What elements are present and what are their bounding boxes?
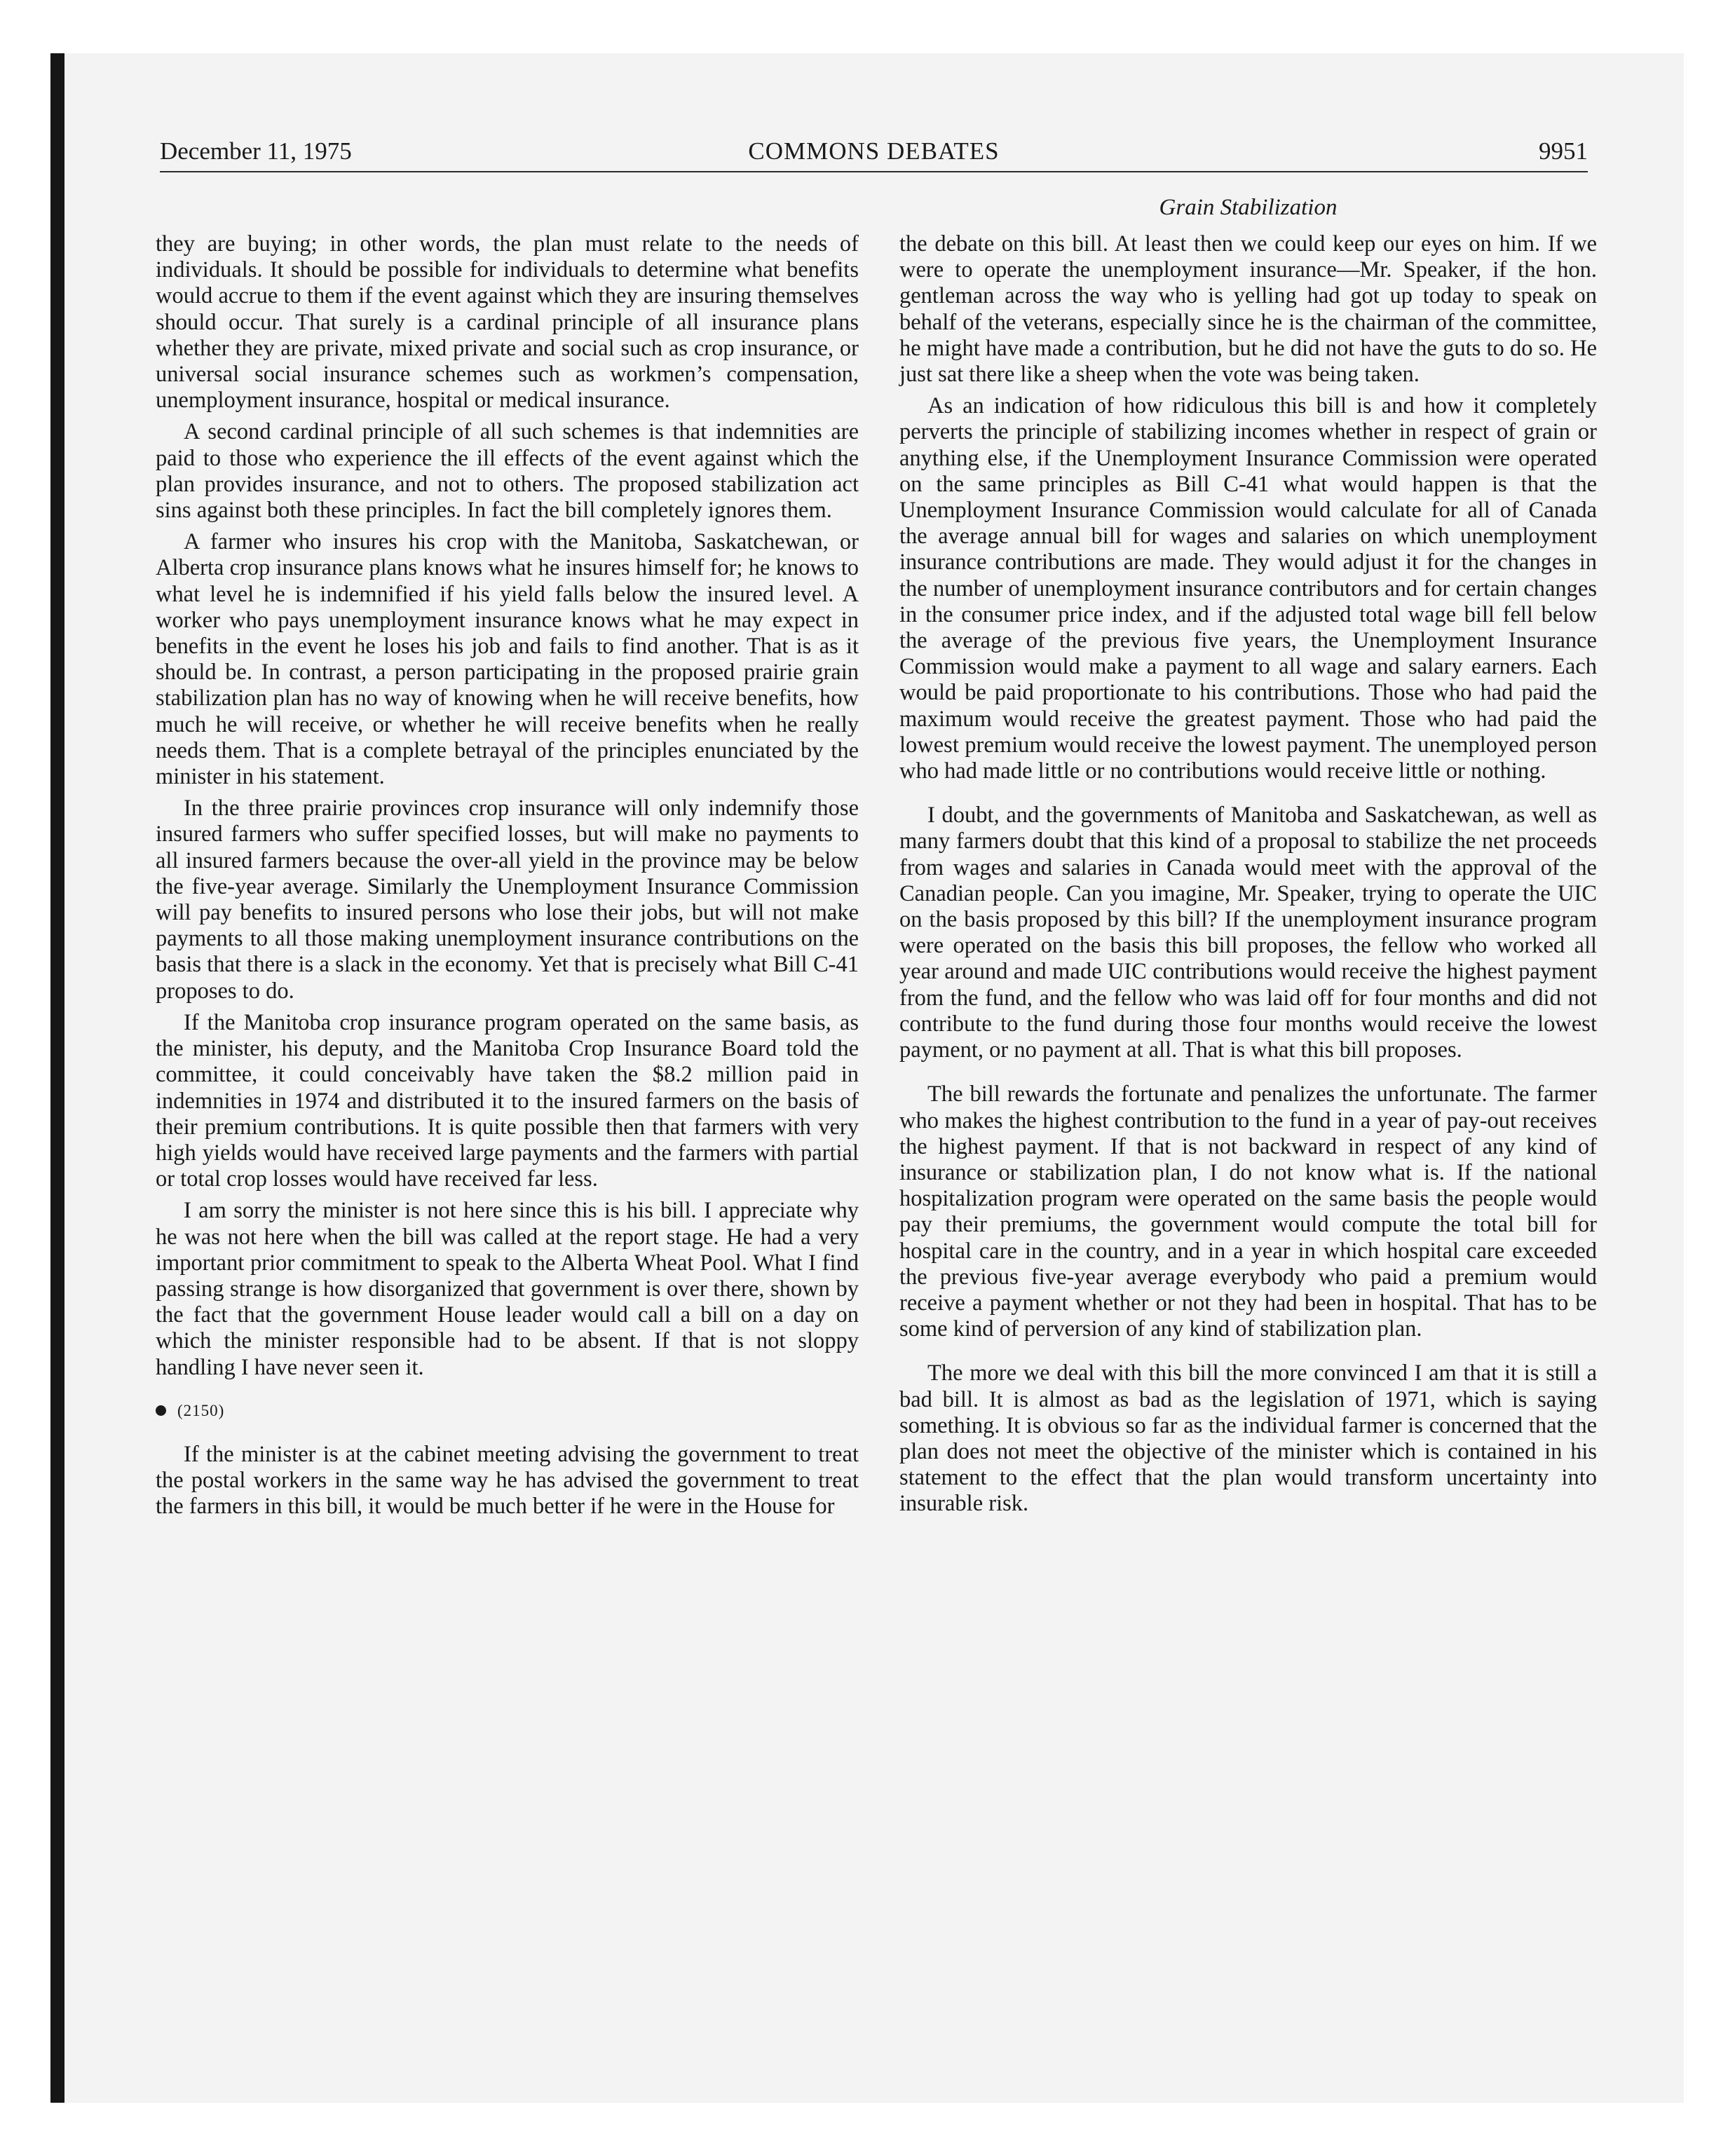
time-marker — [156, 1398, 859, 1424]
binding-edge — [50, 53, 64, 2103]
right-paragraph-5: The more we deal with this bill the more convinced I am that it is still a bad bill. It is almost as bad as the legislation of 1971, which is saying something. It is obvious so far as the individual farmer is concerned that the plan does not meet the objective of the minister which is contained in his statement to the effect that the plan would transform uncertainty into insurable risk. — [899, 1360, 1597, 1517]
header-rule — [160, 171, 1588, 172]
paragraph-gap — [899, 784, 1597, 803]
header-title: COMMONS DEBATES — [748, 137, 1000, 165]
section-subheading: Grain Stabilization — [1159, 195, 1338, 220]
right-paragraph-4: The bill rewards the fortunate and penalizes the unfortunate. The farmer who makes the highest contribution to the fund in a year of pay-out receives the highest payment. If that is not backward in respect of any kind of insurance or stabilization plan, I do not know what is. If the national hospitalization program were operated on the same basis the people would pay their premiums, the government would compute the total bill for hospital care in the country, and in a year in which hospital care exceeded the previous five-year average everybody who paid a premium would receive a payment whether or not they had been in hospital. That has to be some kind of perversion of any kind of stabilization plan. — [899, 1082, 1597, 1342]
left-paragraph-5: If the Manitoba crop insurance program operated on the same basis, as the minister, his deputy, and the Manitoba Crop Insurance Board told the committee, it could conceivably have taken the $8.2 million paid in indemnities in 1974 and distributed it to the insured farmers on the basis of their premium contributions. It is quite possible then that farmers with very high yields would have received large payments and the farmers with partial or total crop losses would have received far less. — [156, 1009, 859, 1192]
time-marker-label: (2150) — [177, 1401, 225, 1419]
left-paragraph-4: In the three prairie provinces crop insurance will only indemnify those insured farmers who suffer specified losses, but will make no payments to all insured farmers because the over-all yield in the province may be below the five-year average. Similarly the Unemployment Insurance Commission will pay benefits to insured persons who lose their jobs, but will not make payments to all those making unemployment insurance contributions on the basis that there is a slack in the economy. Yet that is precisely what Bill C-41 proposes to do. — [156, 796, 859, 1004]
left-paragraph-3: A farmer who insures his crop with the Manitoba, Saskatchewan, or Alberta crop insurance plans knows what he insures himself for; he knows to what level he is indemnified if his yield falls below the insured level. A worker who pays unemployment insurance knows what he may expect in benefits in the event he loses his job and fails to find another. That is as it should be. In contrast, a person participating in the proposed prairie grain stabilization plan has no way of knowing when he will receive benefits, how much he will receive, or whether he will receive benefits when he really needs them. That is a complete betrayal of the principles enunciated by the minister in his statement. — [156, 529, 859, 790]
header-date: December 11, 1975 — [160, 137, 352, 165]
paragraph-gap — [899, 1342, 1597, 1360]
left-paragraph-6: I am sorry the minister is not here since this is his bill. I appreciate why he was not here when the bill was called at the report stage. He had a very important prior commitment to speak to the Alberta Wheat Pool. What I find passing strange is how disorganized that government is over there, shown by the fact that the government House leader would call a bill on a day on which the minister responsible had to be absent. If that is not sloppy handling I have never seen it. — [156, 1198, 859, 1380]
left-paragraph-2: A second cardinal principle of all such schemes is that indemnities are paid to those who experience the ill effects of the event against which the plan provides insurance, and not to others. The proposed stabilization act sins against both these principles. In fact the bill completely ignores them. — [156, 419, 859, 524]
left-paragraph-1: they are buying; in other words, the plan must relate to the needs of individuals. It should be possible for individuals to determine what benefits would accrue to them if the event against which they are insuring themselves should occur. That surely is a cardinal principle of all insurance plans whether they are private, mixed private and social such as crop insurance, or universal social insurance schemes such as workmen’s compensation, unemployment insurance, hospital or medical insurance. — [156, 231, 859, 414]
right-paragraph-3: I doubt, and the governments of Manitoba and Saskatchewan, as well as many farmers doubt that this kind of a proposal to stabilize the net proceeds from wages and salaries in Canada would meet with the approval of the Canadian people. Can you imagine, Mr. Speaker, trying to operate the UIC on the basis proposed by this bill? If the unemployment insurance program were operated on the basis this bill proposes, the fellow who worked all year around and made UIC contributions would receive the highest payment from the fund, and the fellow who was laid off for four months and did not contribute to the fund during those four months would receive the lowest payment, or no payment at all. That is what this bill proposes. — [899, 803, 1597, 1063]
right-paragraph-1: the debate on this bill. At least then we could keep our eyes on him. If we were to operate the unemployment insurance—Mr. Speaker, if the hon. gentleman across the way who is yelling had got up today to speak on behalf of the veterans, especially since he is the chairman of the committee, he might have made a contribution, but he did not have the guts to do so. He just sat there like a sheep when the vote was being taken. — [899, 231, 1597, 388]
left-column — [156, 231, 859, 1520]
right-paragraph-2: As an indication of how ridiculous this bill is and how it completely perverts the principle of stabilizing incomes whether in respect of grain or anything else, if the Unemployment Insurance Commission were operated on the same principles as Bill C-41 what would happen is that the Unemployment Insurance Commission would calculate for all of Canada the average annual bill for wages and salaries on which unemployment insurance contributions are made. They would adjust it for the changes in the number of unemployment insurance contributors and for certain changes in the consumer price index, and if the adjusted total wage bill fell below the average of the previous five years, the Unemployment Insurance Commission would make a payment to all wage and salary earners. Each would be paid proportionate to his contributions. Those who had paid the maximum would receive the greatest payment. Those who had paid the lowest premium would receive the lowest payment. The unemployed person who had made little or no contributions would receive little or nothing. — [899, 393, 1597, 784]
bullet-icon — [156, 1405, 166, 1416]
header-page-number: 9951 — [1539, 137, 1588, 165]
right-column — [899, 231, 1597, 1517]
left-paragraph-7: If the minister is at the cabinet meeting advising the government to treat the postal workers in the same way he has advised the government to treat the farmers in this bill, it would be much better if he were in the House for — [156, 1441, 859, 1520]
paragraph-gap — [899, 1063, 1597, 1082]
